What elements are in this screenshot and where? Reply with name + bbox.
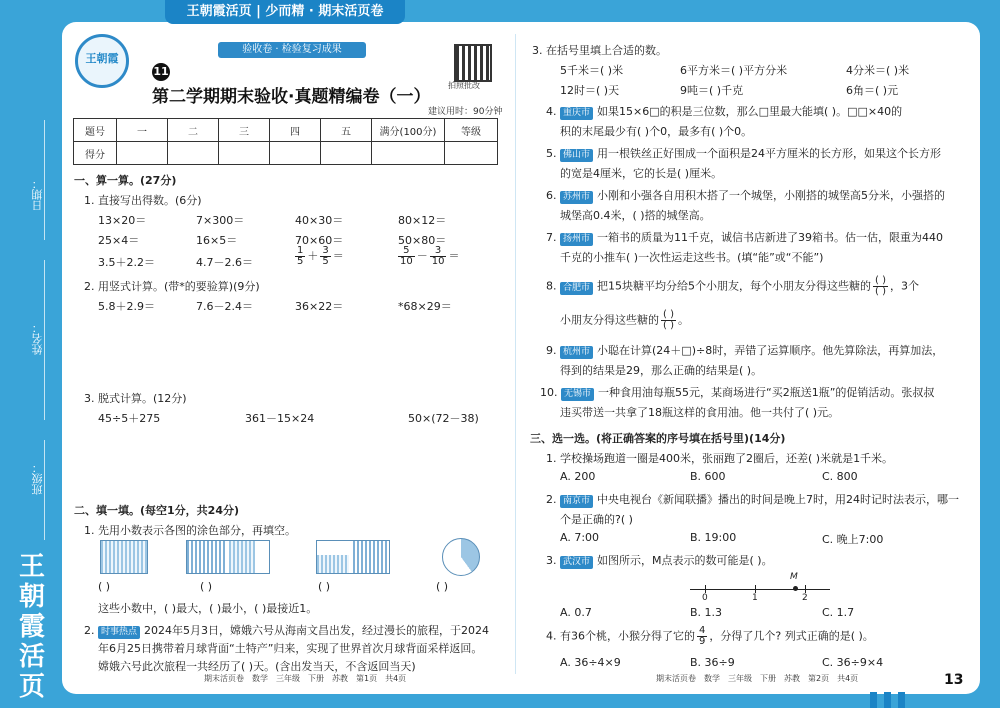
answer-blank[interactable]: ( ) bbox=[98, 580, 111, 593]
q5-line2: 的宽是4厘米，它的长是( )厘米。 bbox=[560, 167, 723, 180]
calc-item: 25×4＝ bbox=[98, 234, 140, 247]
fraction: $\frac{5}{10}$ bbox=[400, 245, 413, 267]
brand-badge: 王朝霞 bbox=[75, 34, 129, 88]
q4-line1: 4. 重庆市 如果15×6□的积是三位数，那么□里最大能填( )。□□×40的 bbox=[546, 105, 903, 118]
figure-circle bbox=[442, 538, 480, 576]
score-cell[interactable] bbox=[168, 142, 219, 165]
score-cell[interactable] bbox=[117, 142, 168, 165]
unit-item: 6平方米＝( )平方分米 bbox=[680, 64, 788, 77]
answer-blank[interactable]: ( ) bbox=[436, 580, 449, 593]
number-line-tick bbox=[805, 585, 806, 593]
fraction: $\frac{4}{9}$ bbox=[699, 625, 706, 647]
fraction-calc: $\frac{5}{10}$ － $\frac{3}{10}$ ＝ bbox=[400, 245, 460, 267]
answer-blank[interactable]: ( ) bbox=[318, 580, 331, 593]
q6-line2: 城堡高0.4米，( )搭的城堡高。 bbox=[560, 209, 711, 222]
title-number: 11 bbox=[152, 63, 170, 81]
calc-item: 50×80＝ bbox=[398, 234, 447, 247]
calc-item: 4.7－2.6＝ bbox=[196, 256, 253, 269]
score-header-cell: 题号 bbox=[74, 119, 117, 142]
s2-q2-line2: 年6月25日携带着月球背面“土特产”归来，实现了世界首次月球背面采样返回。 bbox=[98, 642, 483, 655]
city-tag: 重庆市 bbox=[560, 107, 593, 120]
brand-bar: 王朝霞活页 | 少而精 · 期末活页卷 bbox=[165, 0, 405, 24]
deco-bar bbox=[898, 692, 905, 708]
tick-label: 0 bbox=[702, 593, 708, 603]
city-tag: 无锡市 bbox=[561, 388, 594, 401]
score-cell[interactable] bbox=[219, 142, 270, 165]
q4-line2: 积的末尾最少有( )个0，最多有( )个0。 bbox=[560, 125, 753, 138]
score-header-cell: 一 bbox=[117, 119, 168, 142]
vertical-calc-item: 5.8＋2.9＝ bbox=[98, 300, 155, 313]
figure-square-grid bbox=[316, 540, 390, 574]
score-cell[interactable] bbox=[321, 142, 372, 165]
expression-item: 45÷5＋275 bbox=[98, 412, 161, 425]
s1-q3-title: 3. 脱式计算。(12分) bbox=[84, 392, 187, 405]
option[interactable]: A. 36÷4×9 bbox=[560, 656, 621, 669]
shaded-square bbox=[187, 541, 227, 573]
q9-line1: 9. 杭州市 小聪在计算(24＋□)÷8时，弄错了运算顺序。他先算除法，再算加法， bbox=[546, 344, 944, 357]
point-m bbox=[793, 586, 798, 591]
s1-q1-title: 1. 直接写出得数。(6分) bbox=[84, 194, 202, 207]
s3-q1-text: 1. 学校操场跑道一圈是400米，张丽跑了2圈后，还差( )米就是1千米。 bbox=[546, 452, 894, 465]
calc-item: 80×12＝ bbox=[398, 214, 447, 227]
city-tag: 佛山市 bbox=[560, 149, 593, 162]
fraction: $\frac{3}{5}$ bbox=[322, 245, 329, 267]
s2-q2-line3: 嫦娥六号此次旅程一共经历了( )天。(含出发当天，不含返回当天) bbox=[98, 660, 416, 673]
page-title bbox=[152, 62, 452, 107]
q6-line1: 6. 苏州市 小刚和小强各自用积木搭了一个城堡，小刚搭的城堡高5分米，小强搭的 bbox=[546, 189, 946, 202]
calc-item: 40×30＝ bbox=[295, 214, 344, 227]
option[interactable]: C. 晚上7:00 bbox=[822, 533, 884, 546]
brand-logo-vertical: 王朝霞活页 bbox=[18, 552, 45, 702]
section-2-title: 二、填一填。(每空1分，共24分) bbox=[74, 504, 240, 517]
option[interactable]: A. 7:00 bbox=[560, 531, 600, 544]
footer-right: 期末活页卷 数学 三年级 下册 苏教 第2页 共4页 bbox=[656, 674, 859, 683]
q9-line2: 得到的结果是29，那么正确的结果是( )。 bbox=[560, 364, 763, 377]
s3-q2-line1: 2. 南京市 中央电视台《新闻联播》播出的时间是晚上7时，用24时记时法表示，哪一 bbox=[546, 493, 960, 506]
q7-line1: 7. 扬州市 一箱书的质量为11千克，诚信书店新进了39箱书。估一估，限重为440 bbox=[546, 231, 944, 244]
unit-item: 9吨＝( )千克 bbox=[680, 84, 744, 97]
date-label: 日期： bbox=[31, 178, 44, 211]
s3-q4-text: 4. 有36个桃，小猴分得了它的 $\frac{4}{9}$ ，分得了几个? 列式正确的是( )。 bbox=[546, 625, 874, 647]
name-label: 姓名： bbox=[31, 322, 44, 355]
calc-item: 7×300＝ bbox=[196, 214, 245, 227]
option[interactable]: B. 36÷9 bbox=[690, 656, 735, 669]
expression-item: 50×(72－38) bbox=[408, 412, 479, 425]
score-header-cell: 满分(100分) bbox=[372, 119, 445, 142]
number-line-tick bbox=[705, 585, 706, 593]
shaded-square bbox=[353, 541, 387, 573]
calc-item: 16×5＝ bbox=[196, 234, 238, 247]
option[interactable]: C. 36÷9×4 bbox=[822, 656, 884, 669]
score-header-cell: 五 bbox=[321, 119, 372, 142]
score-cell[interactable] bbox=[270, 142, 321, 165]
number-line bbox=[690, 589, 830, 590]
city-tag: 杭州市 bbox=[560, 346, 593, 359]
fraction: $\frac{3}{10}$ bbox=[431, 245, 445, 267]
vertical-calc-item: 36×22＝ bbox=[295, 300, 344, 313]
unit-item: 12时＝( )天 bbox=[560, 84, 620, 97]
deco-bar bbox=[884, 692, 891, 708]
tick-label: 1 bbox=[752, 593, 758, 603]
city-tag: 南京市 bbox=[560, 495, 593, 508]
number-line-tick bbox=[755, 585, 756, 593]
suggested-time: 建议用时：90分钟 bbox=[428, 107, 503, 117]
page-number: 13 bbox=[944, 672, 964, 688]
fraction-calc: $\frac{1}{5}$ ＋ $\frac{3}{5}$ ＝ bbox=[297, 245, 344, 267]
figure-bars bbox=[100, 540, 148, 574]
class-label: 班级： bbox=[31, 462, 44, 495]
city-tag: 合肥市 bbox=[560, 282, 593, 295]
point-m-label: M bbox=[790, 572, 798, 582]
option[interactable]: C. 1.7 bbox=[822, 606, 855, 619]
score-table-row bbox=[74, 142, 498, 165]
city-tag: 苏州市 bbox=[560, 191, 593, 204]
s2-q1-title: 1. 先用小数表示各图的涂色部分，再填空。 bbox=[84, 524, 296, 537]
q7-line2: 千克的小推车( )一次性运走这些书。(填“能”或“不能”) bbox=[560, 251, 824, 264]
option[interactable]: B. 600 bbox=[690, 470, 726, 483]
deco-bar bbox=[870, 692, 877, 708]
section-1-title: 一、算一算。(27分) bbox=[74, 174, 177, 187]
score-header-cell: 等级 bbox=[445, 119, 498, 142]
score-table-header-row bbox=[74, 119, 498, 142]
tick-label: 2 bbox=[802, 593, 808, 603]
unit-item: 4分米＝( )米 bbox=[846, 64, 910, 77]
answer-blank[interactable]: ( ) bbox=[200, 580, 213, 593]
s2-q2-line1: 2. 时事热点 2024年5月3日，嫦娥六号从海南文昌出发，经过漫长的旅程，于2024 bbox=[84, 624, 489, 637]
vertical-calc-item: *68×29＝ bbox=[398, 300, 452, 313]
q8-line2: 小朋友分得这些糖的 $\frac{( )}{( )}$ 。 bbox=[560, 309, 689, 331]
option[interactable]: A. 0.7 bbox=[560, 606, 592, 619]
shaded-part bbox=[317, 555, 349, 573]
section-3-title: 三、选一选。(将正确答案的序号填在括号里)(14分) bbox=[530, 432, 786, 445]
score-header-cell: 二 bbox=[168, 119, 219, 142]
fraction-blank[interactable]: $\frac{( )}{( )}$ bbox=[663, 309, 674, 331]
title-text: 第二学期期末验收·真题精编卷（一） bbox=[152, 87, 431, 107]
score-header-cell: 四 bbox=[270, 119, 321, 142]
score-cell[interactable] bbox=[372, 142, 445, 165]
score-cell[interactable] bbox=[445, 142, 498, 165]
shaded-partial bbox=[229, 541, 255, 573]
q3-title: 3. 在括号里填上合适的数。 bbox=[532, 44, 667, 57]
option[interactable]: A. 200 bbox=[560, 470, 596, 483]
sidebar bbox=[0, 0, 62, 708]
s3-q2-line2: 个是正确的?( ) bbox=[560, 513, 633, 526]
option[interactable]: B. 1.3 bbox=[690, 606, 723, 619]
qr-code-icon[interactable] bbox=[454, 44, 492, 82]
q8-line1: 8. 合肥市 把15块糖平均分给5个小朋友，每个小朋友分得这些糖的 $\frac{( )}{( )}$ ，3个 bbox=[546, 275, 919, 297]
vertical-calc-item: 7.6－2.4＝ bbox=[196, 300, 253, 313]
s3-q3-line1: 3. 武汉市 如图所示，M点表示的数可能是( )。 bbox=[546, 554, 773, 567]
city-tag: 武汉市 bbox=[560, 556, 593, 569]
unit-item: 6角＝( )元 bbox=[846, 84, 899, 97]
score-row-label: 得分 bbox=[74, 142, 117, 165]
q10-line1: 10. 无锡市 一种食用油每瓶55元，某商场进行“买2瓶送1瓶”的促销活动。张叔叔 bbox=[540, 386, 935, 399]
calc-item: 70×60＝ bbox=[295, 234, 344, 247]
option[interactable]: B. 19:00 bbox=[690, 531, 737, 544]
footer-left: 期末活页卷 数学 三年级 下册 苏教 第1页 共4页 bbox=[204, 674, 407, 683]
calc-item: 13×20＝ bbox=[98, 214, 147, 227]
city-tag: 扬州市 bbox=[560, 233, 593, 246]
expression-item: 361－15×24 bbox=[245, 412, 315, 425]
calc-item: 3.5＋2.2＝ bbox=[98, 256, 155, 269]
figure-two-squares bbox=[186, 540, 270, 574]
option[interactable]: C. 800 bbox=[822, 470, 858, 483]
fraction-blank[interactable]: $\frac{( )}{( )}$ bbox=[875, 275, 886, 297]
qr-label: 拍照批改 bbox=[448, 81, 480, 90]
news-tag: 时事热点 bbox=[98, 626, 140, 639]
s1-q2-title: 2. 用竖式计算。(带*的要验算)(9分) bbox=[84, 280, 260, 293]
q5-line1: 5. 佛山市 用一根铁丝正好围成一个面积是24平方厘米的长方形，如果这个长方形 bbox=[546, 147, 942, 160]
column-divider bbox=[515, 34, 516, 674]
fraction: $\frac{1}{5}$ bbox=[297, 245, 304, 267]
score-table bbox=[73, 118, 498, 165]
unit-item: 5千米＝( )米 bbox=[560, 64, 624, 77]
score-header-cell: 三 bbox=[219, 119, 270, 142]
s2-q1-line: 这些小数中，( )最大，( )最小，( )最接近1。 bbox=[98, 602, 318, 615]
q10-line2: 违买带送一共拿了18瓶这样的食用油。他一共付了( )元。 bbox=[560, 406, 840, 419]
subtitle-tag: 验收卷 · 检验复习成果 bbox=[218, 42, 366, 58]
